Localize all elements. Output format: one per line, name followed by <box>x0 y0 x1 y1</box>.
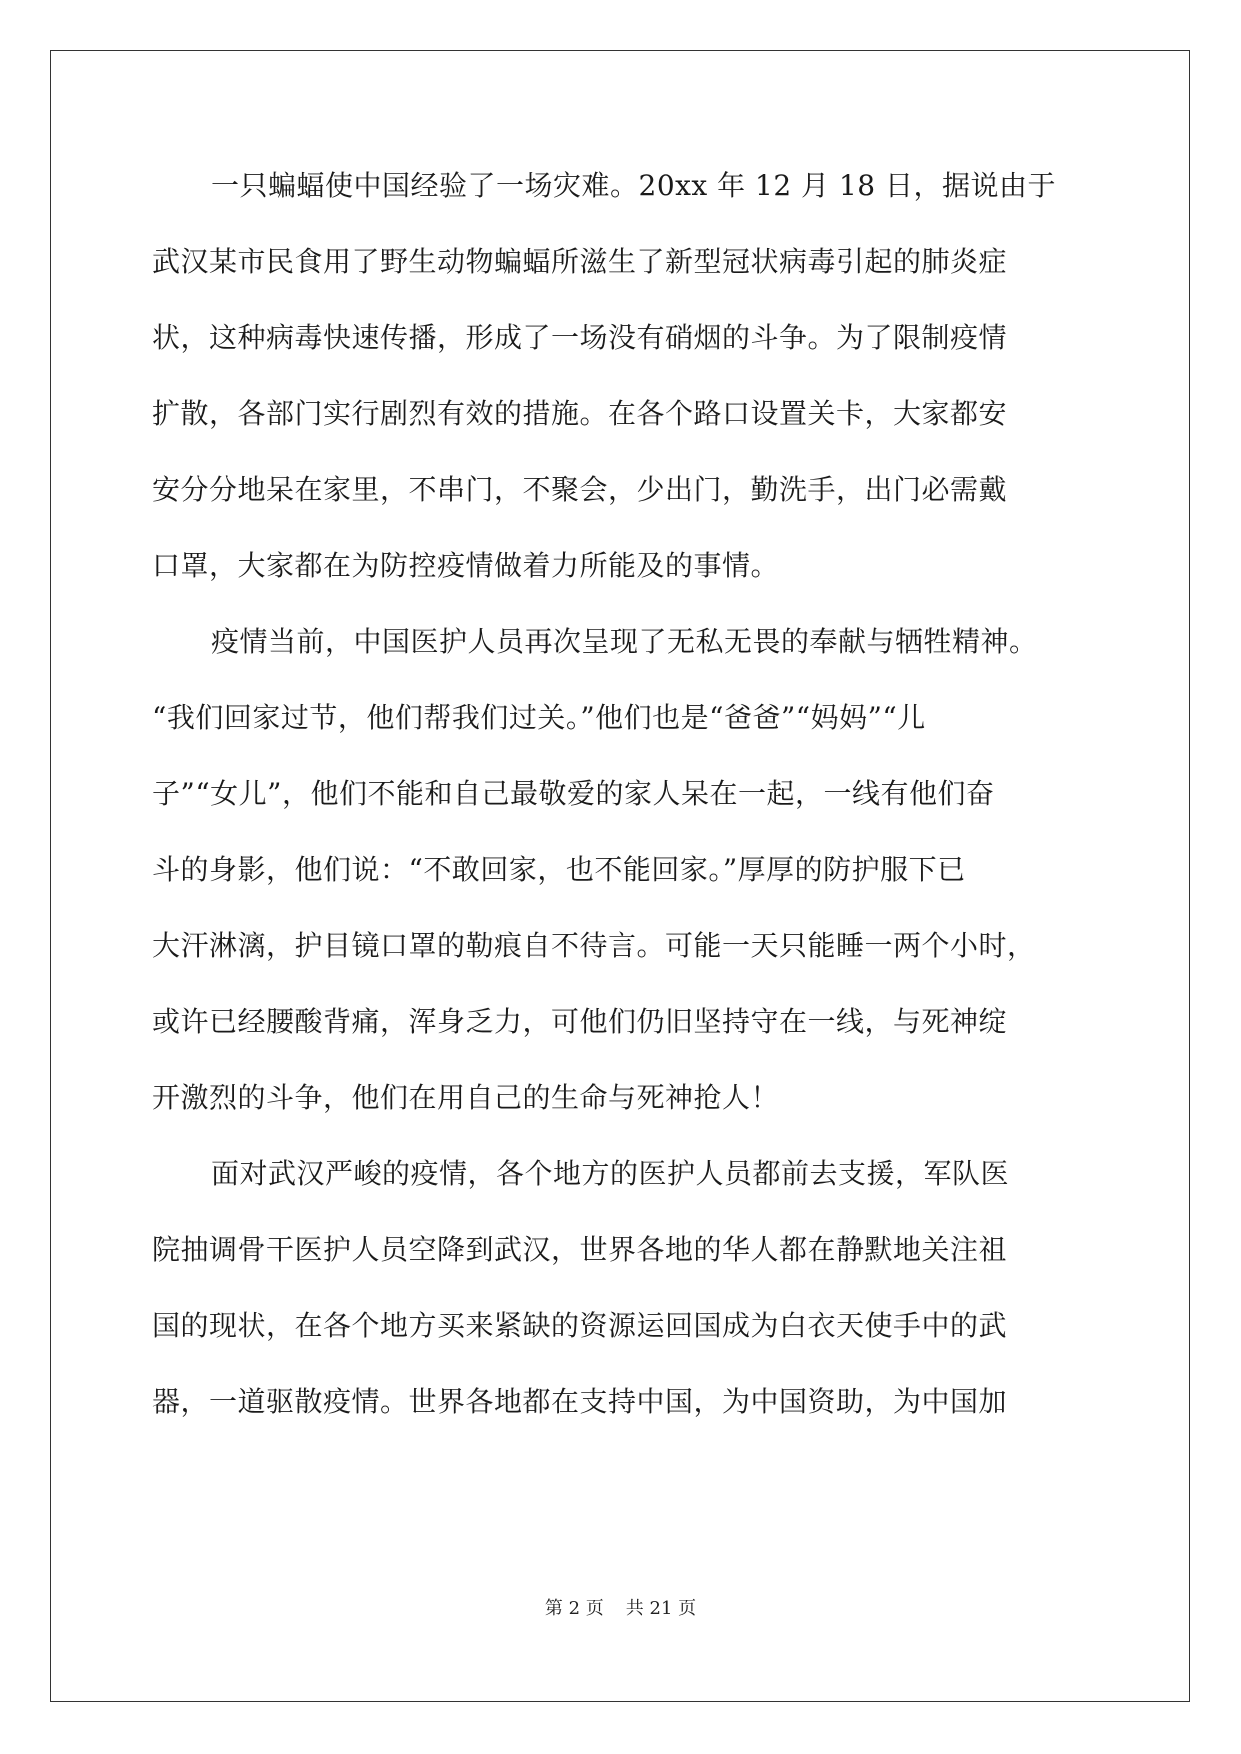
paragraph-3-line-2: 院抽调骨干医护人员空降到武汉，世界各地的华人都在静默地关注祖 <box>152 1233 1008 1266</box>
paragraph-1-line-6: 口罩，大家都在为防控疫情做着力所能及的事情。 <box>152 549 780 582</box>
page-total: 共 21 页 <box>625 1598 697 1619</box>
paragraph-1-line-1: 一只蝙蝠使中国经验了一场灾难。20xx 年 12 月 18 日，据说由于 <box>211 169 1056 202</box>
paragraph-1-line-4: 扩散，各部门实行剧烈有效的措施。在各个路口设置关卡，大家都安 <box>152 397 1008 430</box>
paragraph-2-line-3: 子”“女儿”，他们不能和自己最敬爱的家人呆在一起，一线有他们奋 <box>152 777 995 810</box>
paragraph-2-line-4: 斗的身影，他们说：“不敢回家，也不能回家。”厚厚的防护服下已 <box>152 853 966 886</box>
paragraph-3-line-4: 器，一道驱散疫情。世界各地都在支持中国，为中国资助，为中国加 <box>152 1385 1008 1418</box>
paragraph-1-line-5: 安分分地呆在家里，不串门，不聚会，少出门，勤洗手，出门必需戴 <box>152 473 1008 506</box>
paragraph-2-line-1: 疫情当前，中国医护人员再次呈现了无私无畏的奉献与牺牲精神。 <box>211 625 1038 658</box>
paragraph-3-line-3: 国的现状，在各个地方买来紧缺的资源运回国成为白衣天使手中的武 <box>152 1309 1008 1342</box>
page-number: 第 2 页 <box>544 1598 604 1619</box>
paragraph-1-line-3: 状，这种病毒快速传播，形成了一场没有硝烟的斗争。为了限制疫情 <box>152 321 1008 354</box>
paragraph-2-line-7: 开激烈的斗争，他们在用自己的生命与死神抢人！ <box>152 1081 780 1114</box>
page-footer <box>0 1597 1241 1621</box>
paragraph-2-line-2: “我们回家过节，他们帮我们过关。”他们也是“爸爸”“妈妈”“儿 <box>152 701 926 734</box>
paragraph-3-line-1: 面对武汉严峻的疫情，各个地方的医护人员都前去支援，军队医 <box>211 1157 1010 1190</box>
paragraph-1-line-2: 武汉某市民食用了野生动物蝙蝠所滋生了新型冠状病毒引起的肺炎症 <box>152 245 1008 278</box>
paragraph-2-line-5: 大汗淋漓，护目镜口罩的勒痕自不待言。可能一天只能睡一两个小时， <box>152 929 1036 962</box>
paragraph-2-line-6: 或许已经腰酸背痛，浑身乏力，可他们仍旧坚持守在一线，与死神绽 <box>152 1005 1008 1038</box>
